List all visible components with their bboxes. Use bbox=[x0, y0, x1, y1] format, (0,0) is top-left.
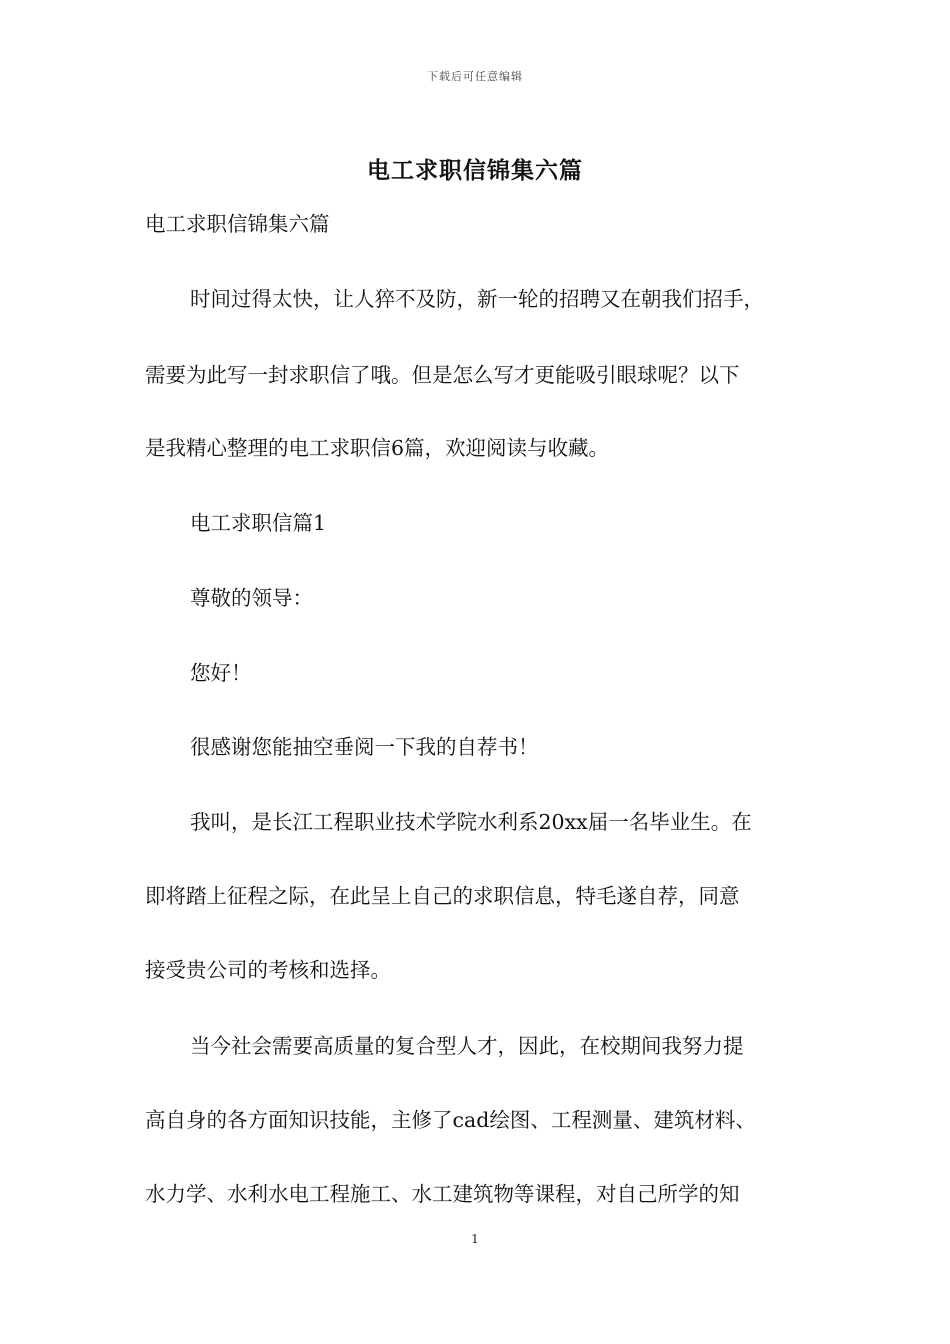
greeting-line: 您好！ bbox=[190, 661, 252, 685]
paragraph-line: 高自身的各方面知识技能，主修了cad绘图、工程测量、建筑材料、 bbox=[145, 1108, 756, 1132]
section-heading: 电工求职信篇1 bbox=[190, 511, 327, 535]
paragraph-line: 接受贵公司的考核和选择。 bbox=[145, 958, 391, 982]
paragraph-line: 很感谢您能抽空垂阅一下我的自荐书！ bbox=[190, 735, 539, 759]
paragraph-line: 当今社会需要高质量的复合型人才，因此，在校期间我努力提 bbox=[190, 1034, 744, 1058]
header-note: 下载后可任意编辑 bbox=[427, 70, 523, 83]
paragraph-line: 即将踏上征程之际，在此呈上自己的求职信息，特毛遂自荐，同意 bbox=[145, 884, 740, 908]
document-title: 电工求职信锦集六篇 bbox=[367, 157, 583, 184]
paragraph-line: 是我精心整理的电工求职信6篇，欢迎阅读与收藏。 bbox=[145, 436, 610, 460]
paragraph-line: 需要为此写一封求职信了哦。但是怎么写才更能吸引眼球呢？以下 bbox=[145, 363, 740, 387]
paragraph-line: 水力学、水利水电工程施工、水工建筑物等课程，对自己所学的知 bbox=[145, 1182, 740, 1206]
paragraph-line: 我叫，是长江工程职业技术学院水利系20xx届一名毕业生。在 bbox=[190, 810, 752, 834]
subtitle-line: 电工求职信锦集六篇 bbox=[145, 212, 330, 236]
paragraph-line: 时间过得太快，让人猝不及防，新一轮的招聘又在朝我们招手， bbox=[190, 287, 764, 311]
page-number: 1 bbox=[471, 1232, 479, 1246]
salutation-line: 尊敬的领导： bbox=[190, 586, 313, 610]
